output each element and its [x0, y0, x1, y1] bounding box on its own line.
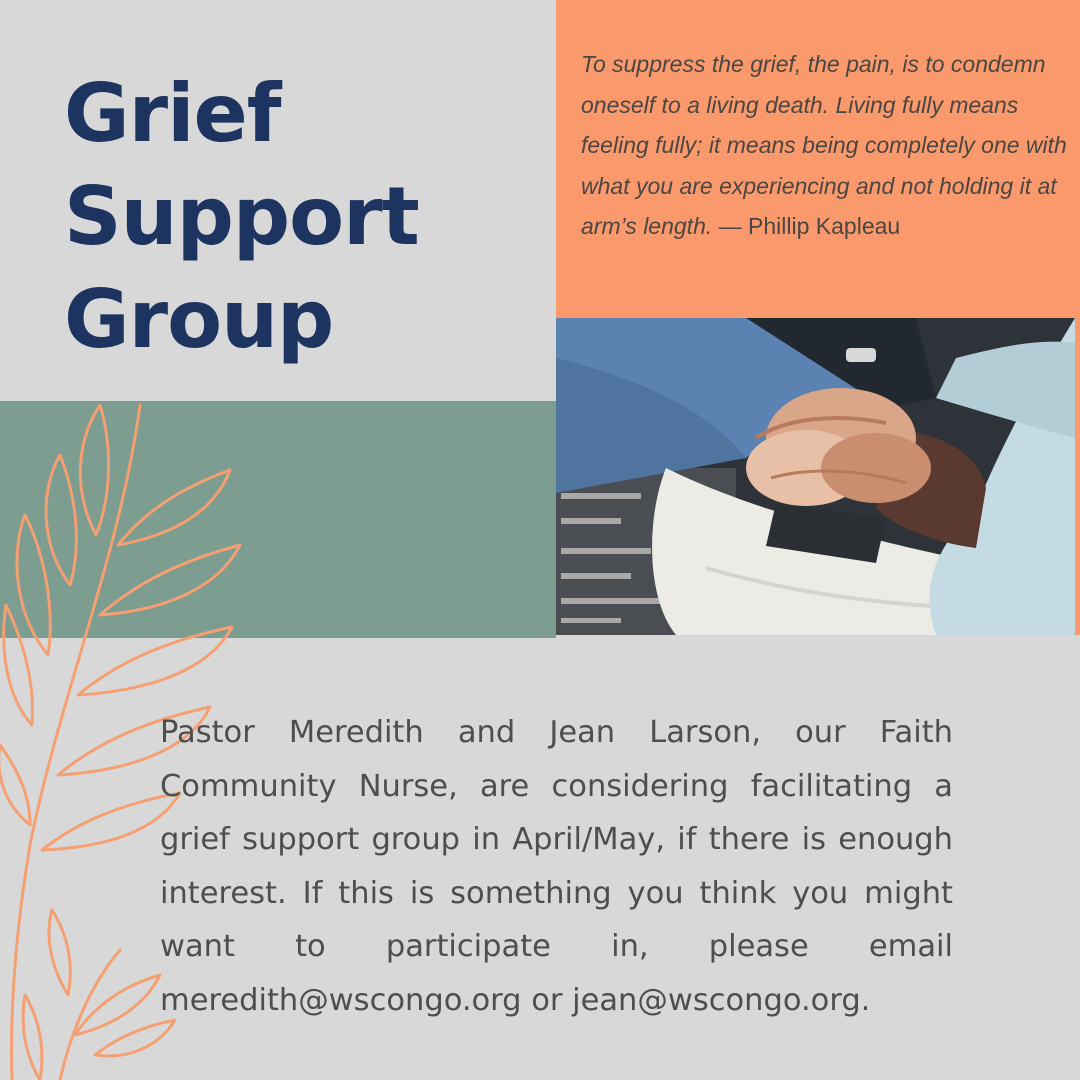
title-line-2: Support — [64, 170, 419, 263]
body-text: Pastor Meredith and Jean Larson, our Faith Community Nurse, are considering facilitating a grief support group in April/May, if there is enough interest. If this is something you think you might want to participate in, please email meredith@wscongo.org or jean@wscongo.org. — [160, 715, 953, 1018]
hands-clasped-photo — [556, 318, 1075, 635]
page-title — [64, 62, 419, 371]
quote-text: To suppress the grief, the pain, is to condemn oneself to a living death. Living fully means feeling fully; it means being completely one with what you are experiencing and not holding it at arm’s length. — [581, 51, 1067, 239]
quote — [581, 44, 1071, 247]
quote-box — [556, 0, 1080, 318]
photo-border — [1075, 318, 1080, 635]
quote-attribution: — Phillip Kapleau — [718, 213, 901, 239]
title-line-3: Group — [64, 273, 334, 366]
title-line-1: Grief — [64, 67, 281, 160]
photo-illustration — [556, 318, 1075, 635]
